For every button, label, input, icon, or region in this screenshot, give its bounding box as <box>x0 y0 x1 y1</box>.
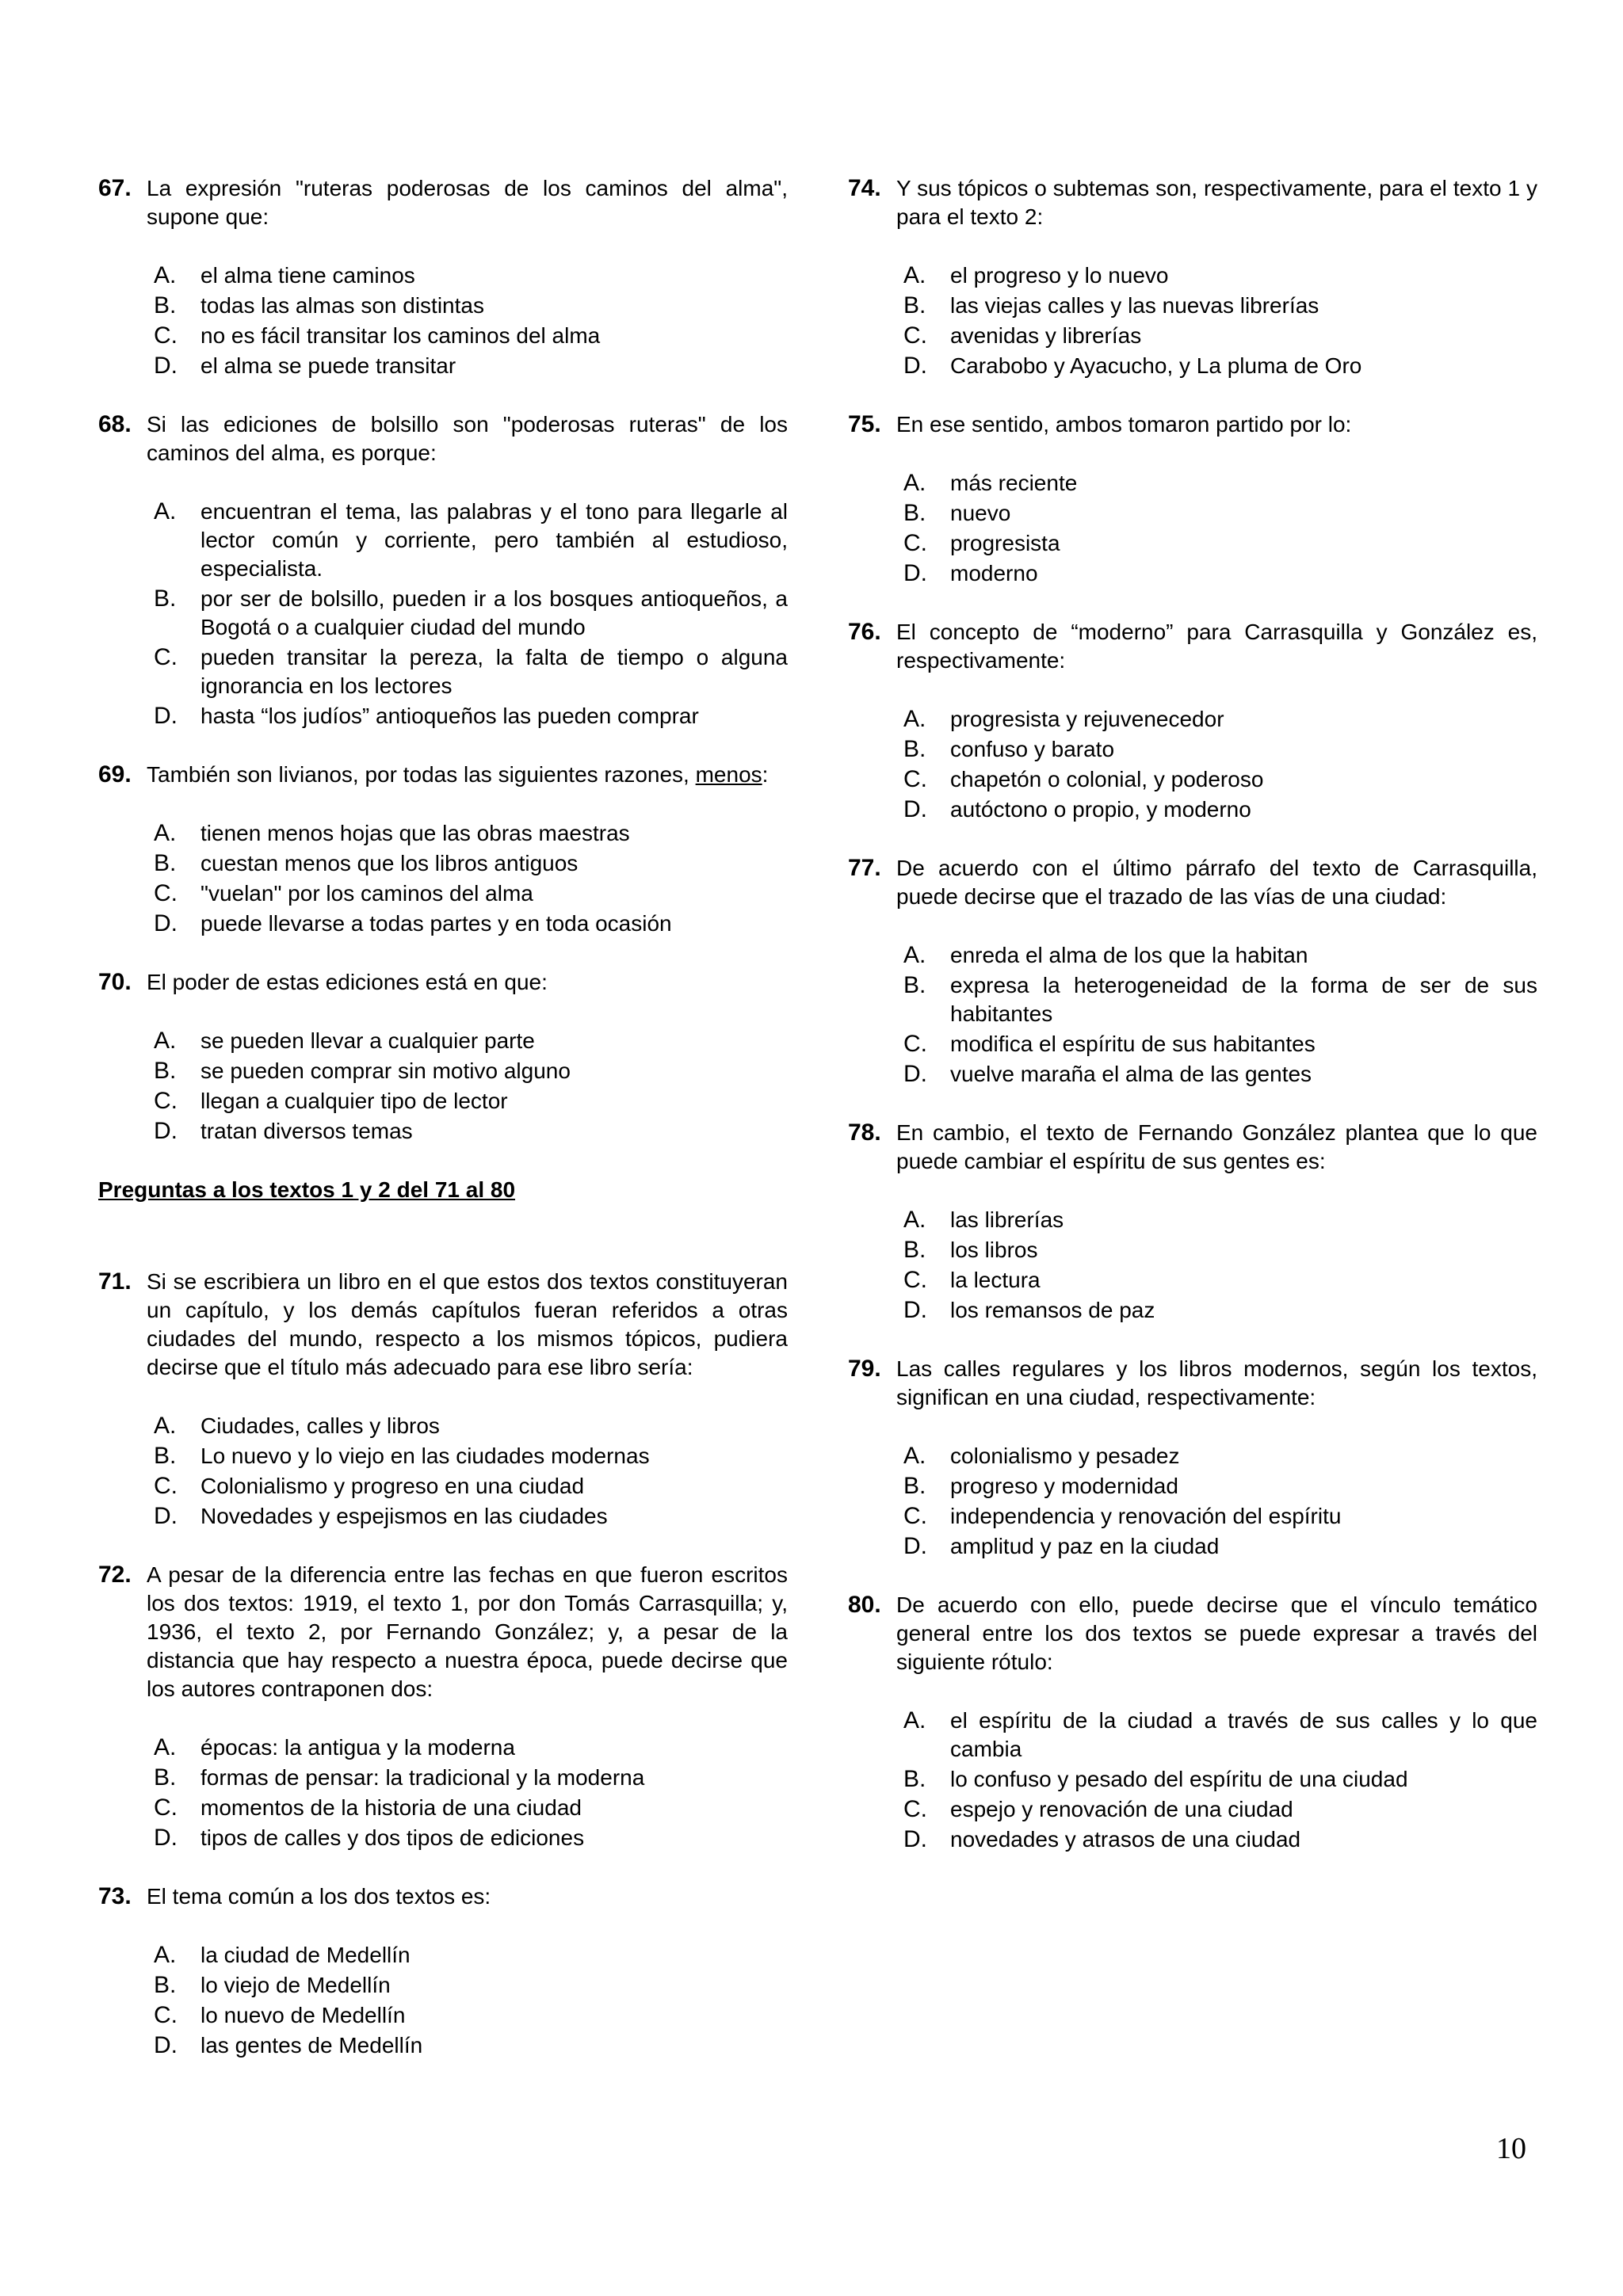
option-text: lo nuevo de Medellín <box>200 2003 406 2027</box>
option-text: la ciudad de Medellín <box>200 1943 411 1967</box>
question-text <box>896 410 1537 439</box>
answer-options <box>147 1027 788 1146</box>
option-letter: B. <box>154 1443 177 1469</box>
option-text: por ser de bolsillo, pueden ir a los bosques antioqueños, a Bogotá o a cualquier ciudad del mundo <box>200 586 788 639</box>
option-text: "vuelan" por los caminos del alma <box>200 881 533 906</box>
option-letter: D. <box>154 1825 178 1851</box>
option-text: progresista y rejuvenecedor <box>950 707 1224 731</box>
option-letter: D. <box>903 1826 927 1852</box>
option-text: hasta “los judíos” antioqueños las pueden comprar <box>200 704 699 728</box>
answer-option <box>896 1206 1537 1234</box>
answer-option <box>896 1795 1537 1824</box>
option-letter: A. <box>903 1707 926 1733</box>
question-number: 78. <box>848 1119 881 1146</box>
question-text <box>147 1882 788 1911</box>
answer-options <box>147 1733 788 1852</box>
answer-option <box>147 1027 788 1055</box>
option-letter: D. <box>154 2032 178 2058</box>
option-letter: D. <box>903 1297 927 1323</box>
answer-options <box>147 1941 788 2060</box>
option-letter: C. <box>903 1267 927 1293</box>
option-text: el progreso y lo nuevo <box>950 263 1169 288</box>
option-letter: B. <box>903 1473 926 1499</box>
option-text: colonialismo y pesadez <box>950 1444 1180 1468</box>
question-number: 72. <box>98 1562 132 1588</box>
option-text: el espíritu de la ciudad a través de sus calles y lo que cambia <box>950 1708 1537 1761</box>
option-letter: A. <box>154 1942 177 1968</box>
option-letter: C. <box>154 1088 178 1114</box>
question-text <box>147 968 788 997</box>
answer-option <box>896 1060 1537 1089</box>
answer-option <box>896 529 1537 558</box>
question-68 <box>98 410 788 730</box>
option-letter: C. <box>154 880 178 906</box>
option-text: avenidas y librerías <box>950 323 1142 348</box>
option-letter: D. <box>903 560 927 586</box>
answer-option <box>147 819 788 848</box>
section-title: Preguntas a los textos 1 y 2 del 71 al 80 <box>98 1177 516 1202</box>
option-letter: A. <box>903 706 926 732</box>
answer-option <box>896 261 1537 290</box>
option-letter: C. <box>903 766 927 792</box>
question-text-underlined: menos <box>695 762 762 787</box>
question-number: 74. <box>848 175 881 201</box>
question-78 <box>848 1119 1537 1325</box>
left-column <box>98 174 788 2090</box>
option-letter: C. <box>903 322 927 349</box>
option-letter: A. <box>903 1443 926 1469</box>
question-text-main: También son livianos, por todas las siguientes razones, <box>147 762 689 787</box>
answer-option <box>147 498 788 583</box>
option-letter: C. <box>154 1473 178 1499</box>
answer-options <box>896 1707 1537 1854</box>
option-text: modifica el espíritu de sus habitantes <box>950 1032 1316 1056</box>
question-text <box>147 1268 788 1382</box>
answer-options <box>147 498 788 730</box>
option-text: las gentes de Medellín <box>200 2033 423 2058</box>
option-letter: D. <box>154 1503 178 1529</box>
answer-option <box>896 499 1537 528</box>
answer-option <box>896 1707 1537 1764</box>
answer-option <box>896 292 1537 320</box>
option-text: épocas: la antigua y la moderna <box>200 1735 515 1760</box>
option-text: todas las almas son distintas <box>200 293 484 318</box>
option-text: Novedades y espejismos en las ciudades <box>200 1504 608 1528</box>
option-letter: B. <box>903 1766 926 1792</box>
answer-option <box>147 1087 788 1116</box>
question-text-main: Si se escribiera un libro en el que estos dos textos constituyeran un capítulo, y los demás capítulos fueran referidos a otras ciudades del mundo, respecto a los mismos tópicos, pudiera decirse que el título más adecuado para ese libro sería: <box>147 1269 788 1379</box>
question-text <box>896 1119 1537 1176</box>
option-letter: C. <box>154 644 178 670</box>
answer-option <box>896 765 1537 794</box>
answer-option <box>147 585 788 642</box>
question-text-main: Las calles regulares y los libros modernos, según los textos, significan en una ciudad, respectivamente: <box>896 1356 1537 1409</box>
question-text-main: Y sus tópicos o subtemas son, respectivamente, para el texto 1 y para el texto 2: <box>896 176 1537 229</box>
answer-option <box>896 1532 1537 1561</box>
option-text: no es fácil transitar los caminos del alma <box>200 323 601 348</box>
option-letter: A. <box>154 1413 177 1439</box>
question-77 <box>848 854 1537 1089</box>
answer-option <box>896 322 1537 350</box>
option-text: pueden transitar la pereza, la falta de tiempo o alguna ignorancia en los lectores <box>200 645 788 698</box>
answer-option <box>896 1266 1537 1295</box>
answer-option <box>896 1502 1537 1531</box>
question-number: 67. <box>98 175 132 201</box>
question-text-main: En cambio, el texto de Fernando González plantea que lo que puede cambiar el espíritu de sus gentes es: <box>896 1120 1537 1173</box>
option-letter: A. <box>154 498 177 524</box>
option-text: novedades y atrasos de una ciudad <box>950 1827 1301 1852</box>
option-letter: A. <box>903 1207 926 1233</box>
question-text <box>896 1591 1537 1676</box>
answer-options <box>147 261 788 380</box>
question-number: 68. <box>98 411 132 437</box>
answer-options <box>147 819 788 938</box>
option-letter: C. <box>903 1031 927 1057</box>
answer-options <box>147 1412 788 1531</box>
question-text-end: : <box>762 762 769 787</box>
answer-option <box>147 643 788 700</box>
option-letter: C. <box>154 1794 178 1821</box>
answer-option <box>147 1057 788 1085</box>
option-letter: A. <box>903 942 926 968</box>
question-text <box>147 174 788 231</box>
answer-option <box>147 1472 788 1501</box>
option-letter: A. <box>154 820 177 846</box>
option-text: los remansos de paz <box>950 1298 1155 1322</box>
option-letter: A. <box>154 262 177 288</box>
option-letter: C. <box>903 530 927 556</box>
option-text: llegan a cualquier tipo de lector <box>200 1089 508 1113</box>
option-letter: D. <box>903 1061 927 1087</box>
option-letter: B. <box>903 972 926 998</box>
option-text: progreso y modernidad <box>950 1474 1178 1498</box>
option-letter: D. <box>903 1533 927 1559</box>
option-text: los libros <box>950 1238 1038 1262</box>
right-column <box>848 174 1537 1884</box>
option-text: las viejas calles y las nuevas librerías <box>950 293 1319 318</box>
option-text: confuso y barato <box>950 737 1115 761</box>
answer-option <box>147 702 788 730</box>
option-letter: A. <box>154 1734 177 1760</box>
question-text <box>896 1355 1537 1412</box>
answer-options <box>896 941 1537 1089</box>
answer-option <box>147 292 788 320</box>
option-text: vuelve maraña el alma de las gentes <box>950 1062 1312 1086</box>
questions-group-before <box>98 174 788 1146</box>
option-text: Lo nuevo y lo viejo en las ciudades modernas <box>200 1444 650 1468</box>
option-letter: B. <box>154 850 177 876</box>
option-text: expresa la heterogeneidad de la forma de ser de sus habitantes <box>950 973 1537 1026</box>
option-text: nuevo <box>950 501 1011 525</box>
option-letter: B. <box>154 1972 177 1998</box>
option-letter: B. <box>154 585 177 612</box>
option-letter: C. <box>154 2002 178 2028</box>
answer-options <box>896 705 1537 824</box>
answer-option <box>896 795 1537 824</box>
option-letter: C. <box>903 1796 927 1822</box>
answer-options <box>896 261 1537 380</box>
answer-option <box>147 1971 788 2000</box>
option-text: moderno <box>950 561 1038 585</box>
question-text <box>147 410 788 467</box>
answer-option <box>147 322 788 350</box>
option-letter: C. <box>154 322 178 349</box>
option-letter: B. <box>903 1237 926 1263</box>
answer-option <box>896 1236 1537 1264</box>
option-text: progresista <box>950 531 1060 555</box>
option-text: Carabobo y Ayacucho, y La pluma de Oro <box>950 353 1362 378</box>
option-text: las librerías <box>950 1207 1064 1232</box>
question-76 <box>848 618 1537 824</box>
question-number: 76. <box>848 619 881 645</box>
option-text: tienen menos hojas que las obras maestras <box>200 821 630 845</box>
question-number: 75. <box>848 411 881 437</box>
answer-option <box>147 910 788 938</box>
option-text: lo viejo de Medellín <box>200 1973 391 1997</box>
answer-option <box>147 1412 788 1440</box>
answer-option <box>147 1117 788 1146</box>
option-letter: A. <box>903 470 926 496</box>
answer-option <box>896 941 1537 970</box>
answer-option <box>896 1765 1537 1794</box>
question-text-main: El poder de estas ediciones está en que: <box>147 970 548 994</box>
question-number: 79. <box>848 1356 881 1382</box>
question-67 <box>98 174 788 380</box>
answer-option <box>147 352 788 380</box>
question-text <box>896 618 1537 675</box>
question-75 <box>848 410 1537 588</box>
answer-option <box>147 849 788 878</box>
option-letter: B. <box>154 292 177 318</box>
answer-option <box>147 879 788 908</box>
question-number: 80. <box>848 1592 881 1618</box>
answer-option <box>896 1472 1537 1501</box>
question-72 <box>98 1561 788 1852</box>
option-letter: A. <box>903 262 926 288</box>
question-71 <box>98 1268 788 1531</box>
question-text <box>147 1561 788 1703</box>
question-text <box>896 174 1537 231</box>
option-letter: D. <box>154 353 178 379</box>
answer-option <box>896 971 1537 1028</box>
question-text-main: De acuerdo con ello, puede decirse que el vínculo temático general entre los dos textos se puede expresar a través del siguiente rótulo: <box>896 1592 1537 1674</box>
answer-options <box>896 1442 1537 1561</box>
answer-option <box>147 261 788 290</box>
option-text: el alma tiene caminos <box>200 263 415 288</box>
option-letter: A. <box>154 1028 177 1054</box>
option-letter: D. <box>903 796 927 822</box>
question-text-main: La expresión "ruteras poderosas de los caminos del alma", supone que: <box>147 176 788 229</box>
option-letter: D. <box>903 353 927 379</box>
option-letter: B. <box>903 500 926 526</box>
answer-option <box>896 1442 1537 1470</box>
question-74 <box>848 174 1537 380</box>
answer-option <box>896 735 1537 764</box>
page-number: 10 <box>1496 2132 1526 2165</box>
answer-option <box>896 469 1537 498</box>
option-text: momentos de la historia de una ciudad <box>200 1795 582 1820</box>
answer-option <box>147 1733 788 1762</box>
question-text-main: En ese sentido, ambos tomaron partido por lo: <box>896 412 1352 437</box>
question-number: 70. <box>98 969 132 995</box>
option-text: tipos de calles y dos tipos de ediciones <box>200 1825 585 1850</box>
answer-option <box>896 1030 1537 1058</box>
answer-option <box>896 352 1537 380</box>
option-text: formas de pensar: la tradicional y la moderna <box>200 1765 645 1790</box>
answer-option <box>147 1442 788 1470</box>
option-text: más reciente <box>950 471 1078 495</box>
question-70 <box>98 968 788 1146</box>
option-letter: B. <box>903 292 926 318</box>
option-text: Colonialismo y progreso en una ciudad <box>200 1474 585 1498</box>
option-letter: D. <box>154 1118 178 1144</box>
question-text-main: El concepto de “moderno” para Carrasquilla y González es, respectivamente: <box>896 620 1537 673</box>
option-letter: D. <box>154 703 178 729</box>
question-text-main: A pesar de la diferencia entre las fechas en que fueron escritos los dos textos: 1919, el texto 1, por don Tomás Carrasquilla; y, 1936, el texto 2, por Fernando González; y, a pesar de la distancia que hay respecto a nuestra época, puede decirse que los autores contraponen dos: <box>147 1562 788 1701</box>
option-text: puede llevarse a todas partes y en toda ocasión <box>200 911 672 936</box>
questions-group-after <box>98 1268 788 2060</box>
answer-option <box>896 1296 1537 1325</box>
answer-option <box>147 1502 788 1531</box>
question-69 <box>98 761 788 938</box>
option-text: Ciudades, calles y libros <box>200 1413 440 1438</box>
question-text-main: El tema común a los dos textos es: <box>147 1884 491 1909</box>
question-79 <box>848 1355 1537 1561</box>
option-text: amplitud y paz en la ciudad <box>950 1534 1220 1558</box>
option-text: chapetón o colonial, y poderoso <box>950 767 1264 791</box>
option-letter: D. <box>154 910 178 936</box>
option-text: el alma se puede transitar <box>200 353 456 378</box>
answer-option <box>896 705 1537 734</box>
question-text-main: Si las ediciones de bolsillo son "poderosas ruteras" de los caminos del alma, es porque: <box>147 412 788 465</box>
answer-option <box>896 559 1537 588</box>
question-number: 77. <box>848 855 881 881</box>
question-text <box>147 761 788 789</box>
option-text: cuestan menos que los libros antiguos <box>200 851 579 875</box>
option-text: se pueden llevar a cualquier parte <box>200 1028 535 1053</box>
option-text: la lectura <box>950 1268 1041 1292</box>
question-80 <box>848 1591 1537 1854</box>
option-text: lo confuso y pesado del espíritu de una ciudad <box>950 1767 1408 1791</box>
answer-option <box>896 1825 1537 1854</box>
option-text: encuentran el tema, las palabras y el tono para llegarle al lector común y corriente, pero también al estudioso, especialista. <box>200 499 788 581</box>
question-73 <box>98 1882 788 2060</box>
option-letter: B. <box>154 1058 177 1084</box>
option-text: espejo y renovación de una ciudad <box>950 1797 1293 1821</box>
option-text: se pueden comprar sin motivo alguno <box>200 1058 571 1083</box>
answer-options <box>896 469 1537 588</box>
answer-option <box>147 2031 788 2060</box>
option-letter: C. <box>903 1503 927 1529</box>
answer-option <box>147 1941 788 1970</box>
option-text: enreda el alma de los que la habitan <box>950 943 1308 967</box>
option-text: tratan diversos temas <box>200 1119 413 1143</box>
question-number: 69. <box>98 761 132 788</box>
option-text: independencia y renovación del espíritu <box>950 1504 1342 1528</box>
question-text <box>896 854 1537 911</box>
answer-option <box>147 1824 788 1852</box>
question-number: 71. <box>98 1268 132 1295</box>
option-letter: B. <box>903 736 926 762</box>
answer-option <box>147 1794 788 1822</box>
answer-option <box>147 1764 788 1792</box>
option-text: autóctono o propio, y moderno <box>950 797 1251 822</box>
question-number: 73. <box>98 1883 132 1909</box>
question-text-main: De acuerdo con el último párrafo del texto de Carrasquilla, puede decirse que el trazado de las vías de una ciudad: <box>896 856 1537 909</box>
option-letter: B. <box>154 1764 177 1791</box>
answer-option <box>147 2001 788 2030</box>
answer-options <box>896 1206 1537 1325</box>
